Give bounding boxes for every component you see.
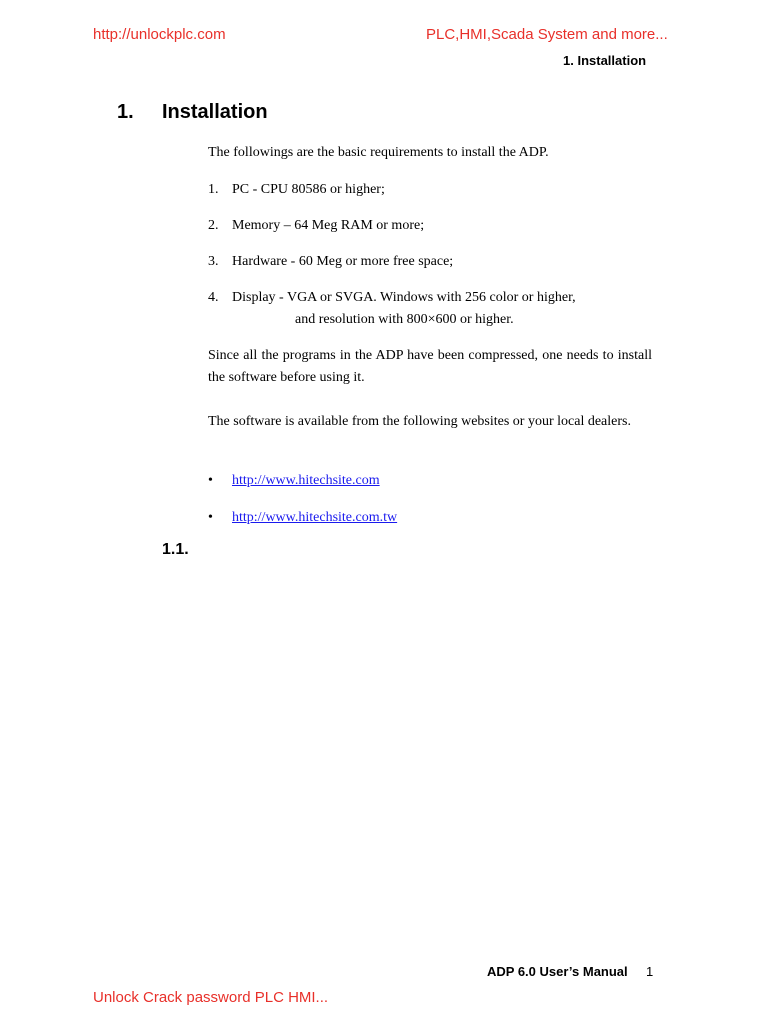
- software-paragraph: The software is available from the following websites or your local dealers.: [208, 414, 631, 429]
- requirement-number: 3.: [208, 254, 219, 269]
- requirement-text: Hardware - 60 Meg or more free space;: [232, 254, 454, 269]
- requirement-continuation: and resolution with 800×600 or higher.: [295, 312, 514, 327]
- requirement-text: Display - VGA or SVGA. Windows with 256 color or higher,: [232, 290, 576, 305]
- watermark-tagline: PLC,HMI,Scada System and more...: [426, 26, 668, 43]
- requirement-number: 1.: [208, 182, 219, 197]
- website-link[interactable]: http://www.hitechsite.com: [232, 473, 380, 488]
- requirement-number: 2.: [208, 218, 219, 233]
- chapter-number: 1.: [117, 101, 134, 123]
- running-header: 1. Installation: [563, 53, 647, 68]
- section-number: 1.1.: [162, 541, 189, 558]
- intro-paragraph: The followings are the basic requirements to install the ADP.: [208, 145, 549, 160]
- page-number: 1: [646, 964, 654, 979]
- chapter-title: Installation: [162, 101, 268, 123]
- requirement-number: 4.: [208, 290, 219, 305]
- requirement-text: Memory – 64 Meg RAM or more;: [232, 218, 425, 233]
- watermark-url[interactable]: http://unlockplc.com: [93, 26, 226, 43]
- bullet-icon: •: [208, 473, 213, 488]
- website-link[interactable]: http://www.hitechsite.com.tw: [232, 510, 398, 525]
- bullet-icon: •: [208, 510, 213, 525]
- footer-manual-title: ADP 6.0 User’s Manual: [487, 964, 628, 979]
- watermark-footer: Unlock Crack password PLC HMI...: [93, 989, 329, 1006]
- compressed-paragraph: Since all the programs in the ADP have been compressed, one needs to install the software before using it.: [208, 348, 652, 385]
- requirement-text: PC - CPU 80586 or higher;: [232, 182, 385, 197]
